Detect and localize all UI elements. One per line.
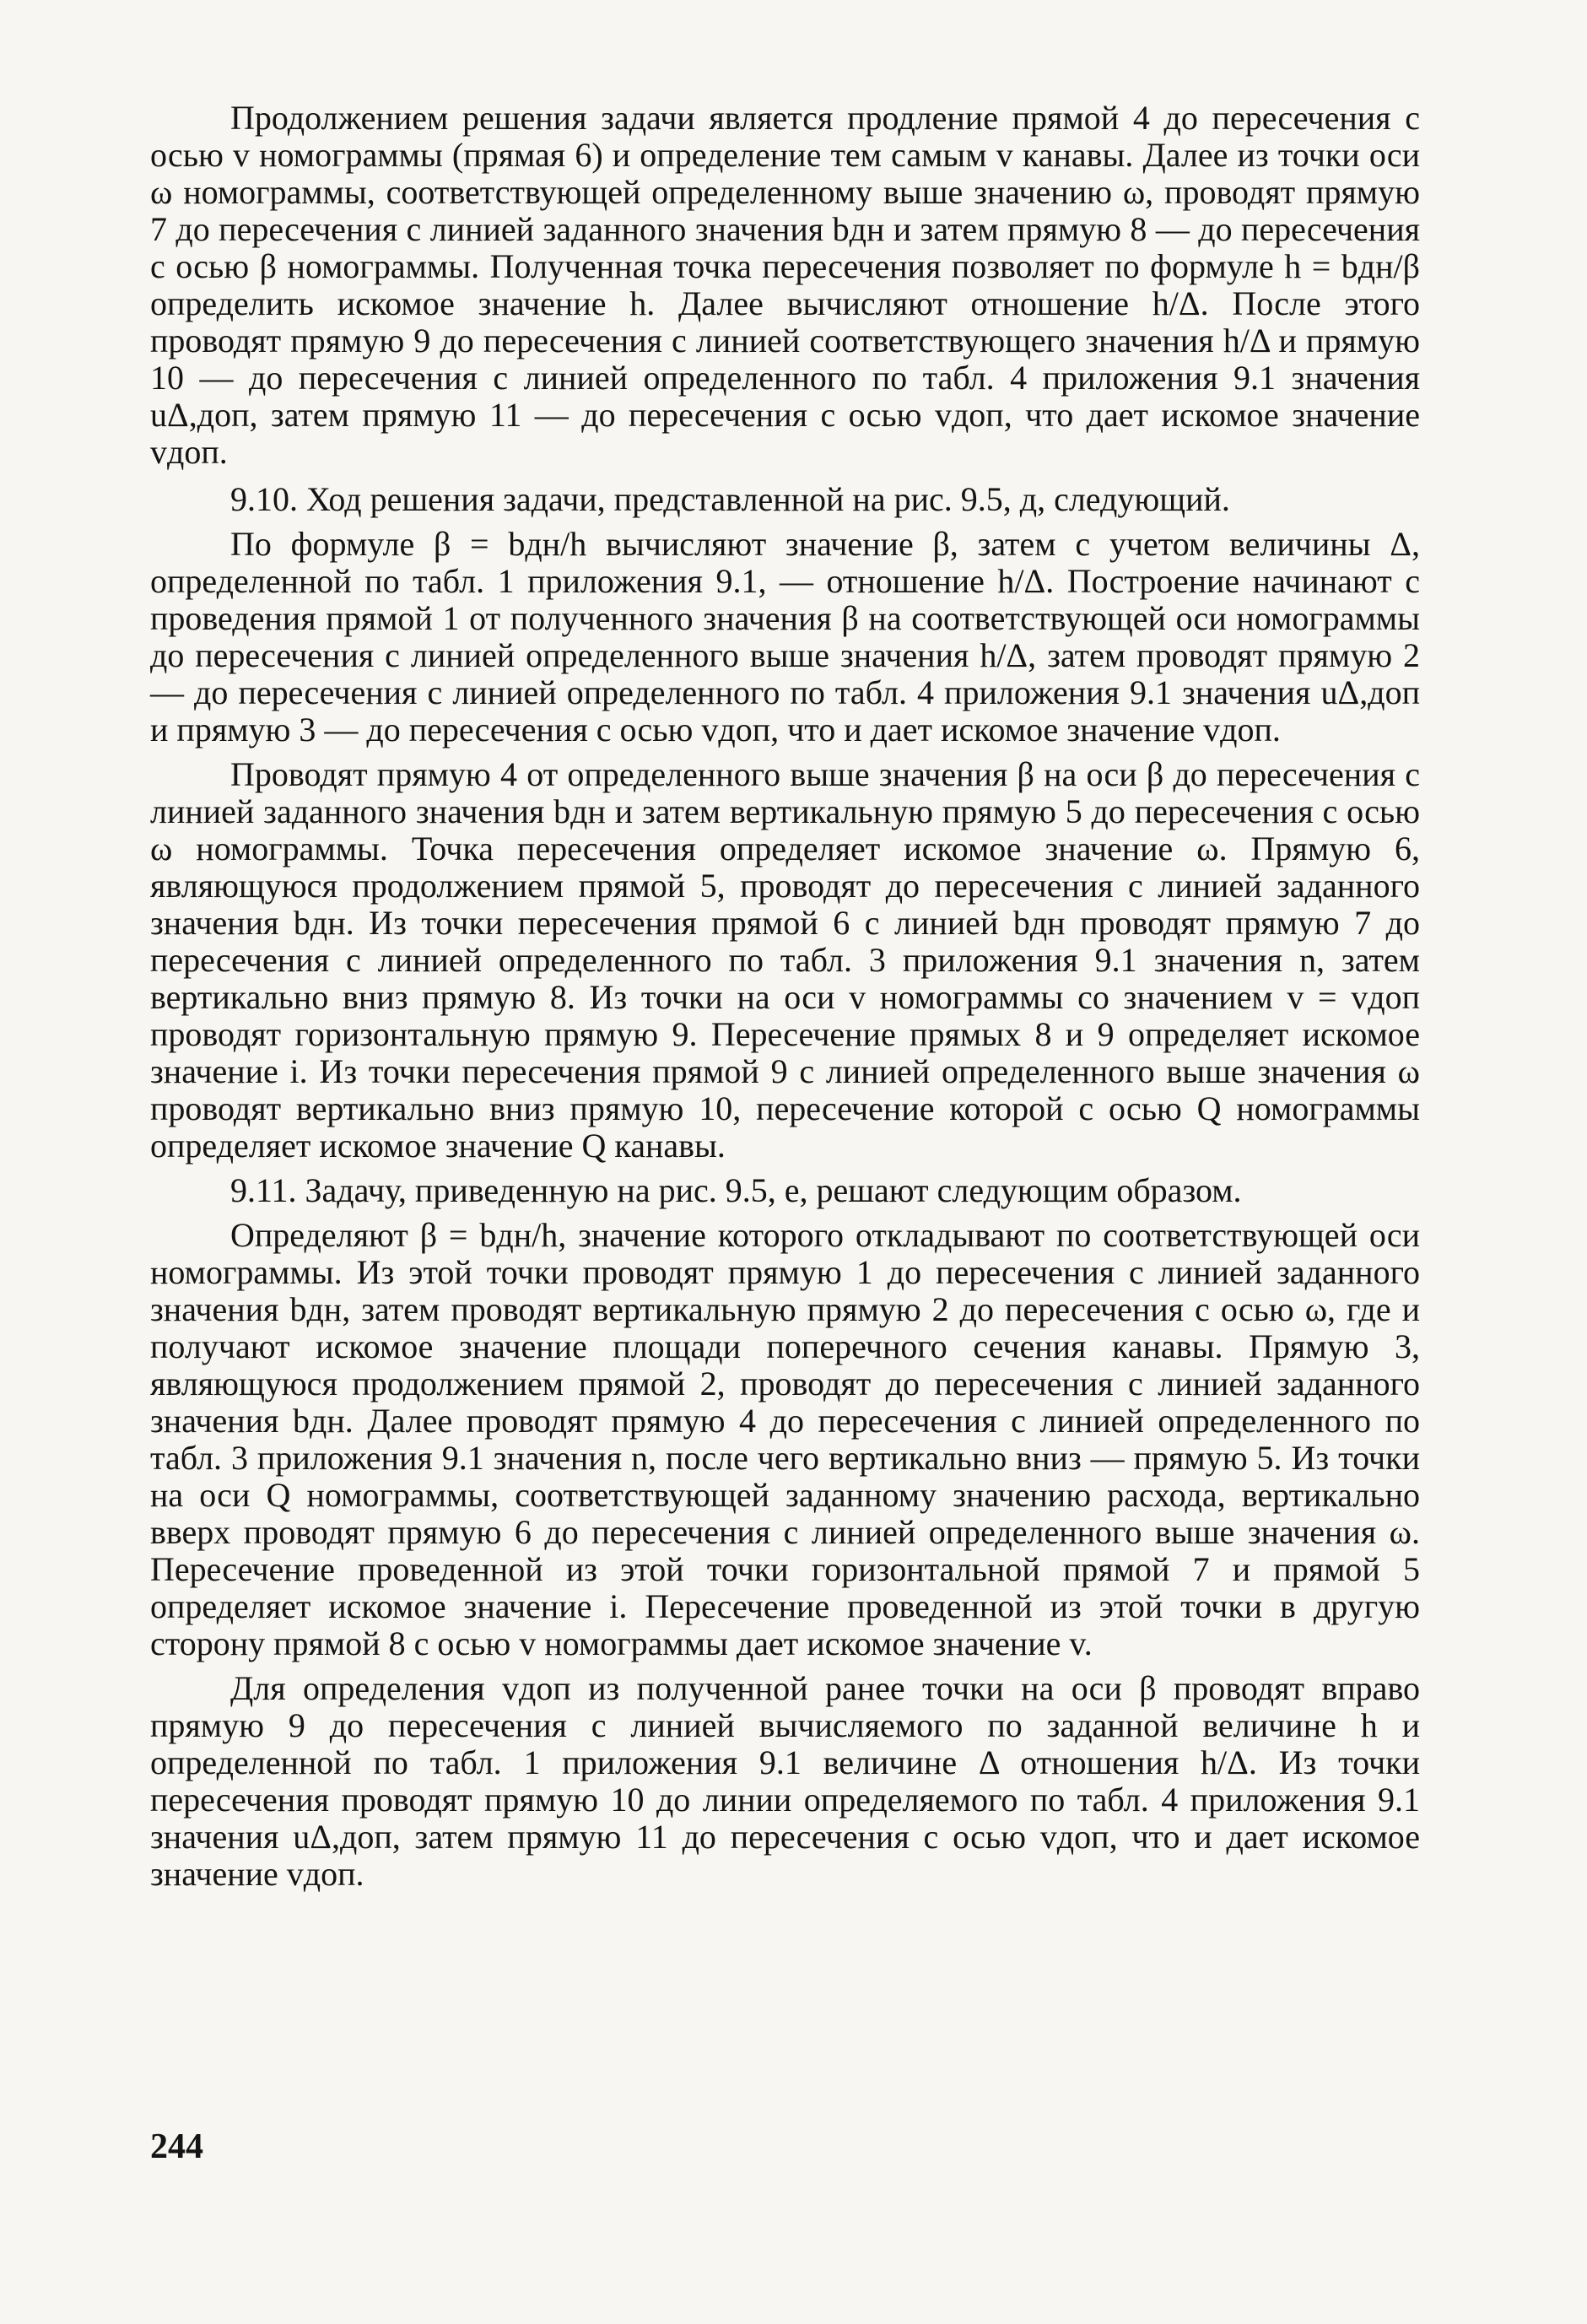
section-9-11-heading: 9.11. Задачу, приведенную на рис. 9.5, е, решают следующим образом.: [230, 1171, 1242, 1209]
paragraph-continuation: Продолжением решения задачи является продление прямой 4 до пересечения с осью v номограммы (прямая 6) и определение тем самым v канавы. Далее из точки оси ω номограммы, соответствующей определенному выше значению ω, проводят прямую 7 до пересечения с линией заданного значения bдн и затем прямую 8 — до пересечения с осью β номограммы. Полученная точка пересечения позволяет по формуле h = bдн/β определить искомое значение h. Далее вычисляют отношение h/Δ. После этого проводят прямую 9 до пересечения с линией соответствующего значения h/Δ и прямую 10 — до пересечения с линией определенного по табл. 4 приложения 9.1 значения uΔ,доп, затем прямую 11 — до пересечения с осью vдоп, что дает искомое значение vдоп.: [150, 99, 1420, 471]
section-9-10-heading: 9.10. Ход решения задачи, представленной на рис. 9.5, д, следующий.: [230, 480, 1230, 518]
paragraph-9-10-continued: Проводят прямую 4 от определенного выше значения β на оси β до пересечения с линией заданного значения bдн и затем вертикальную прямую 5 до пересечения с осью ω номограммы. Точка пересечения определяет искомое значение ω. Прямую 6, являющуюся продолжением прямой 5, проводят до пересечения с линией заданного значения bдн. Из точки пересечения прямой 6 с линией bдн проводят прямую 7 до пересечения с линией определенного по табл. 3 приложения 9.1 значения n, затем вертикально вниз прямую 8. Из точки на оси v номограммы со значением v = vдоп проводят горизонтальную прямую 9. Пересечение прямых 8 и 9 определяет искомое значение i. Из точки пересечения прямой 9 с линией определенного выше значения ω проводят вертикально вниз прямую 10, пересечение которой с осью Q номограммы определяет искомое значение Q канавы.: [150, 755, 1420, 1165]
paragraph-9-10-body: По формуле β = bдн/h вычисляют значение β, затем с учетом величины Δ, определенной по табл. 1 приложения 9.1, — отношение h/Δ. Построение начинают с проведения прямой 1 от полученного значения β на соответствующей оси номограммы до пересечения с линией определенного выше значения h/Δ, затем проводят прямую 2 — до пересечения с линией определенного по табл. 4 приложения 9.1 значения uΔ,доп и прямую 3 — до пересечения с осью vдоп, что и дает искомое значение vдоп.: [150, 525, 1420, 749]
page-body: [150, 100, 1420, 1900]
paragraph-9-11-continued: Для определения vдоп из полученной ранее точки на оси β проводят вправо прямую 9 до пересечения с линией вычисляемого по заданной величине h и определенной по табл. 1 приложения 9.1 величине Δ отношения h/Δ. Из точки пересечения проводят прямую 10 до линии определяемого по табл. 4 приложения 9.1 значения uΔ,доп, затем прямую 11 до пересечения с осью vдоп, что и дает искомое значение vдоп.: [150, 1669, 1420, 1893]
page-number: 244: [150, 2127, 203, 2166]
paragraph-9-11-body: Определяют β = bдн/h, значение которого откладывают по соответствующей оси номограммы. Из этой точки проводят прямую 1 до пересечения с линией заданного значения bдн, затем проводят вертикальную прямую 2 до пересечения с осью ω, где и получают искомое значение площади поперечного сечения канавы. Прямую 3, являющуюся продолжением прямой 2, проводят до пересечения с линией заданного значения bдн. Далее проводят прямую 4 до пересечения с линией определенного по табл. 3 приложения 9.1 значения n, после чего вертикально вниз — прямую 5. Из точки на оси Q номограммы, соответствующей заданному значению расхода, вертикально вверх проводят прямую 6 до пересечения с линией определенного выше значения ω. Пересечение проведенной из этой точки горизонтальной прямой 7 и прямой 5 определяет искомое значение i. Пересечение проведенной из этой точки в другую сторону прямой 8 с осью v номограммы дает искомое значение v.: [150, 1216, 1421, 1662]
